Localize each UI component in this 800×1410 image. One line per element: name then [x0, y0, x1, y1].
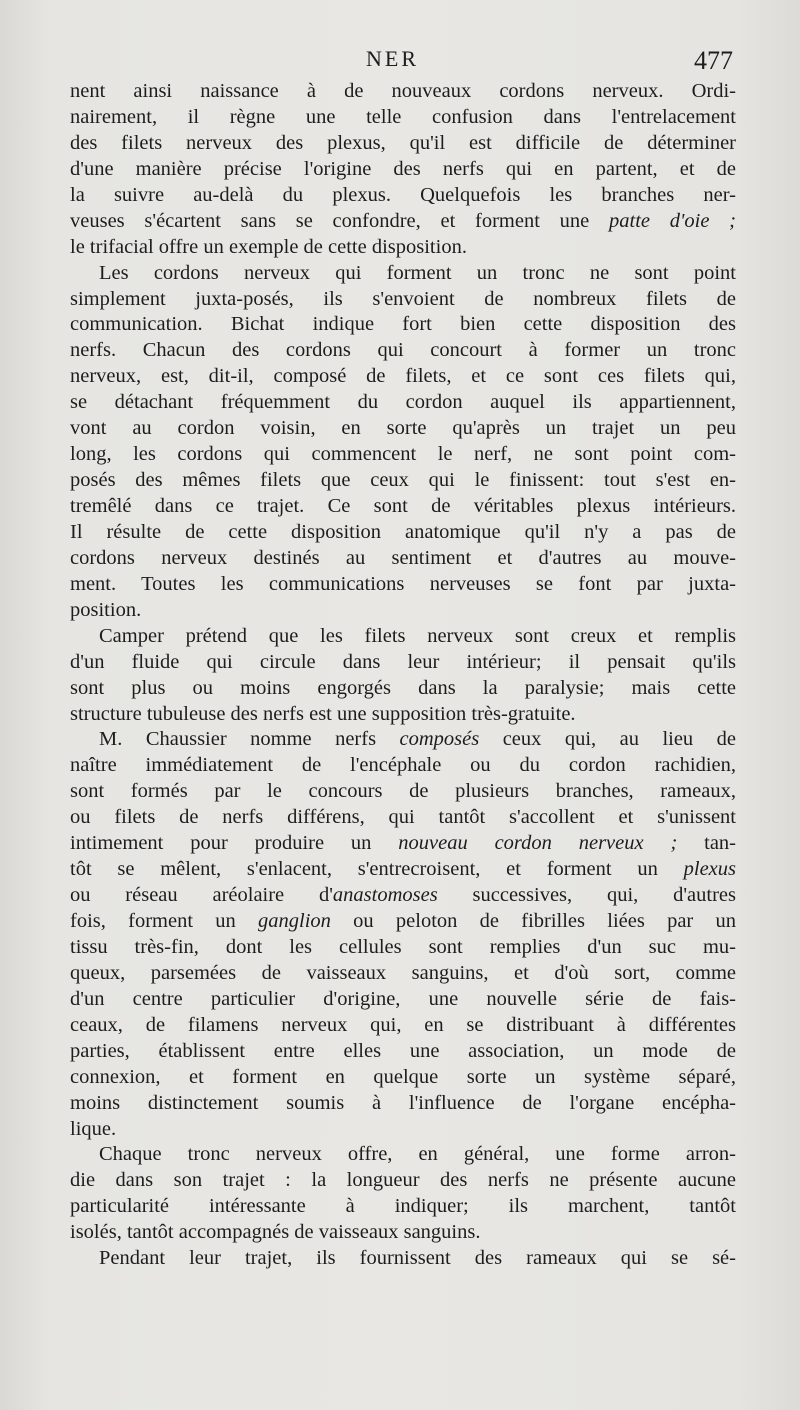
italic-term: patte d'oie ;	[609, 209, 736, 232]
italic-term: composés	[399, 728, 480, 751]
text-line	[70, 312, 736, 338]
text-run: ment. Toutes les communications nerveuses se font par juxta-	[70, 572, 736, 595]
text-run: parties, établissent entre elles une association, un mode de	[70, 1039, 736, 1062]
text-run: la suivre au-delà du plexus. Quelquefois les branches ner-	[70, 183, 736, 206]
text-run: moins distinctement soumis à l'influence de l'organe encépha-	[70, 1091, 736, 1114]
text-line	[70, 624, 736, 650]
text-run: posés des mêmes filets que ceux qui le finissent: tout s'est en-	[70, 469, 736, 492]
text-line	[70, 831, 736, 857]
text-line	[70, 1091, 736, 1117]
text-line	[70, 1220, 736, 1246]
text-line	[70, 131, 736, 157]
text-line	[70, 442, 736, 468]
running-head: NER	[366, 46, 419, 71]
text-run: communication. Bichat indique fort bien cette disposition des	[70, 313, 736, 336]
text-line	[70, 235, 736, 261]
text-line	[70, 727, 736, 753]
text-run: particularité intéressante à indiquer; ils marchent, tantôt	[70, 1195, 736, 1218]
text-run: des filets nerveux des plexus, qu'il est difficile de déterminer	[70, 131, 736, 154]
text-run: fois, forment un	[70, 910, 259, 932]
text-line	[70, 364, 736, 390]
page-number: 477	[694, 46, 733, 75]
text-line	[70, 468, 736, 494]
text-line	[70, 1246, 736, 1272]
text-line	[70, 1194, 736, 1220]
text-line	[70, 157, 736, 183]
text-run: vont au cordon voisin, en sorte qu'après un trajet un peu	[70, 417, 736, 440]
italic-term: plexus	[683, 858, 736, 881]
text-line	[70, 883, 736, 909]
body-text	[70, 79, 736, 1272]
text-run: intimement pour produire un	[70, 832, 399, 855]
page-header	[0, 46, 800, 82]
text-line	[70, 857, 736, 883]
text-run: nerveux, est, dit-il, composé de filets, et ce sont ces filets qui,	[70, 365, 736, 388]
text-line	[70, 805, 736, 831]
text-line	[70, 1065, 736, 1091]
text-run: nerfs. Chacun des cordons qui concourt à former un tronc	[70, 339, 736, 362]
text-run: veuses s'écartent sans se confondre, et forment une	[70, 209, 610, 232]
text-run: tremêlé dans ce trajet. Ce sont de véritables plexus intérieurs.	[70, 495, 736, 517]
text-run: ceux qui, au lieu de	[479, 728, 736, 751]
text-run: position.	[70, 598, 142, 621]
text-run: simplement juxta-posés, ils s'envoient de nombreux filets de	[70, 287, 736, 310]
text-run: structure tubuleuse des nerfs est une supposition très-gratuite.	[70, 702, 576, 725]
text-run: tôt se mêlent, s'enlacent, s'entrecroisent, et forment un	[70, 858, 684, 881]
text-run: queux, parsemées de vaisseaux sanguins, et d'où sort, comme	[70, 961, 736, 984]
text-line	[70, 520, 736, 546]
text-run: ou filets de nerfs différens, qui tantôt s'accollent et s'unissent	[70, 806, 736, 829]
text-line	[70, 416, 736, 442]
text-line	[70, 961, 736, 987]
text-run: naître immédiatement de l'encéphale ou du cordon rachidien,	[70, 754, 736, 777]
italic-term: ganglion	[258, 910, 331, 932]
text-line	[70, 1142, 736, 1168]
text-line	[70, 209, 736, 235]
text-line	[70, 287, 736, 313]
text-line	[70, 1013, 736, 1039]
text-run: M. Chaussier nomme nerfs	[99, 728, 400, 751]
text-line	[70, 572, 736, 598]
text-run: se détachant fréquemment du cordon auquel ils appartiennent,	[70, 391, 736, 414]
text-line	[70, 909, 736, 935]
text-run: Pendant leur trajet, ils fournissent des rameaux qui se sé-	[99, 1247, 736, 1270]
text-run: le trifacial offre un exemple de cette disposition.	[70, 235, 467, 258]
text-line	[70, 1117, 736, 1143]
text-run: cordons nerveux destinés au sentiment et d'autres au mouve-	[70, 546, 736, 569]
text-run: long, les cordons qui commencent le nerf, ne sont point com-	[70, 443, 736, 466]
text-run: sont formés par le concours de plusieurs branches, rameaux,	[70, 780, 736, 803]
text-line	[70, 183, 736, 209]
text-run: Camper prétend que les filets nerveux sont creux et remplis	[99, 624, 736, 647]
text-line	[70, 1168, 736, 1194]
text-run: nent ainsi naissance à de nouveaux cordons nerveux. Ordi-	[70, 80, 736, 102]
text-run: d'une manière précise l'origine des nerfs qui en partent, et de	[70, 157, 736, 180]
text-run: Il résulte de cette disposition anatomique qu'il n'y a pas de	[70, 520, 736, 543]
text-line	[70, 546, 736, 572]
text-line	[70, 390, 736, 416]
text-line	[70, 338, 736, 364]
text-run: sont plus ou moins engorgés dans la paralysie; mais cette	[70, 676, 736, 699]
text-run: connexion, et forment en quelque sorte un système séparé,	[70, 1065, 736, 1088]
text-run: tissu très-fin, dont les cellules sont remplies d'un suc mu-	[70, 935, 736, 958]
italic-term: nouveau cordon nerveux ;	[398, 832, 678, 855]
text-run: lique.	[70, 1117, 117, 1140]
text-run: successives, qui, d'autres	[437, 884, 736, 907]
text-line	[70, 935, 736, 961]
text-run: Chaque tronc nerveux offre, en général, une forme arron-	[99, 1143, 736, 1166]
text-line	[70, 702, 736, 728]
text-line	[70, 676, 736, 702]
text-run: isolés, tantôt accompagnés de vaisseaux sanguins.	[70, 1221, 481, 1244]
text-line	[70, 598, 736, 624]
text-run: tan-	[677, 832, 736, 855]
text-run: nairement, il règne une telle confusion dans l'entrelacement	[70, 105, 736, 128]
text-run: d'un fluide qui circule dans leur intérieur; il pensait qu'ils	[70, 650, 736, 673]
text-run: ou réseau aréolaire d'	[70, 884, 333, 907]
text-line	[70, 261, 736, 287]
text-line	[70, 105, 736, 131]
text-run: ceaux, de filamens nerveux qui, en se distribuant à différentes	[70, 1013, 736, 1036]
italic-term: anastomoses	[332, 884, 438, 907]
text-line	[70, 79, 736, 105]
text-run: Les cordons nerveux qui forment un tronc ne sont point	[99, 261, 736, 284]
text-run: die dans son trajet : la longueur des nerfs ne présente aucune	[70, 1169, 736, 1192]
text-line	[70, 1039, 736, 1065]
text-line	[70, 779, 736, 805]
text-line	[70, 753, 736, 779]
text-line	[70, 650, 736, 676]
text-line	[70, 494, 736, 520]
text-run: d'un centre particulier d'origine, une nouvelle série de fais-	[70, 987, 736, 1010]
text-run: ou peloton de fibrilles liées par un	[330, 910, 736, 932]
text-line	[70, 987, 736, 1013]
